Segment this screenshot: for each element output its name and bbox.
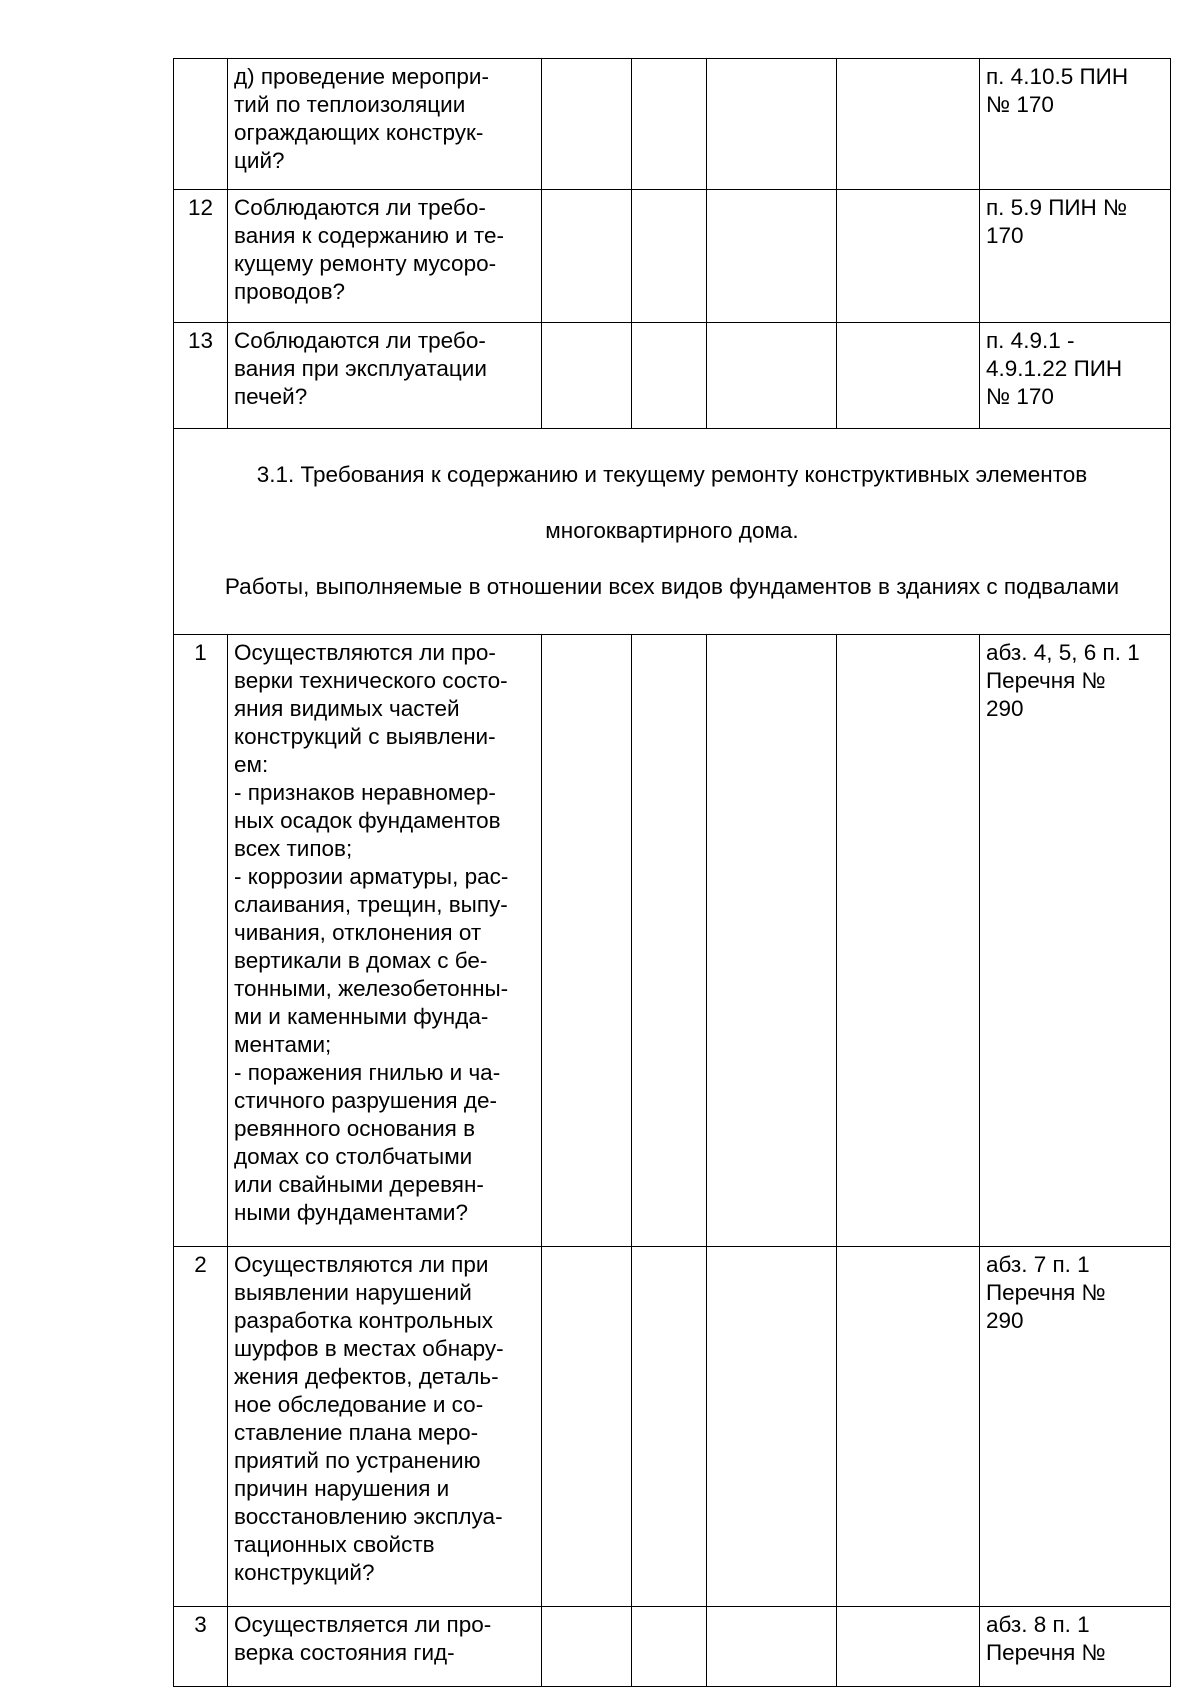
table-row [174,323,1171,429]
answer-yes-cell [542,190,632,323]
table-row [174,190,1171,323]
section-title-line-1: 3.1. Требования к содержанию и текущему ремонту конструктивных элементов [256,462,1088,487]
note-cell [837,1607,980,1687]
note-cell [837,1247,980,1607]
answer-na-cell [707,635,837,1247]
answer-na-cell [707,1247,837,1607]
note-cell [837,635,980,1247]
row-number: 2 [174,1247,228,1607]
answer-yes-cell [542,323,632,429]
answer-no-cell [632,190,707,323]
answer-na-cell [707,323,837,429]
table-row [174,1247,1171,1607]
checklist-table [173,58,1171,1687]
table-row [174,1607,1171,1687]
answer-na-cell [707,1607,837,1687]
table-row [174,59,1171,190]
answer-no-cell [632,1247,707,1607]
answer-na-cell [707,59,837,190]
section-header [174,429,1171,635]
row-number: 3 [174,1607,228,1687]
legal-reference: абз. 8 п. 1 Перечня № [980,1607,1171,1687]
answer-no-cell [632,1607,707,1687]
answer-no-cell [632,59,707,190]
legal-reference: абз. 7 п. 1 Перечня № 290 [980,1247,1171,1607]
question-text: д) проведение меропри- тий по теплоизоляции ограждающих конструк- ций? [228,59,542,190]
note-cell [837,323,980,429]
section-title-line-2: многоквартирного дома. [545,518,799,543]
section-header-row [174,429,1171,635]
answer-no-cell [632,323,707,429]
answer-yes-cell [542,1607,632,1687]
note-cell [837,59,980,190]
question-text: Осуществляются ли при выявлении нарушений разработка контрольных шурфов в местах обнару- жения дефектов, деталь- ное обследование и со- ставление плана меро- приятий по устранению причин нарушения и восстановлению эксплуа- тационных свойств конструкций? [228,1247,542,1607]
question-text: Соблюдаются ли требо- вания к содержанию и те- кущему ремонту мусоро- проводов? [228,190,542,323]
question-text: Осуществляются ли про- верки технического состо- яния видимых частей конструкций с выявлени- ем: - признаков неравномер- ных осадок фундаментов всех типов; - коррозии арматуры, рас- слаивания, трещин, выпу- чивания, отклонения от вертикали в домах с бе- тонными, железобетонны- ми и каменными фунда- ментами; - поражения гнилью и ча- стичного разрушения де- ревянного основания в домах со столбчатыми или свайными деревян- ными фундаментами? [228,635,542,1247]
question-text: Соблюдаются ли требо- вания при эксплуатации печей? [228,323,542,429]
row-number: 1 [174,635,228,1247]
row-number: 13 [174,323,228,429]
note-cell [837,190,980,323]
answer-na-cell [707,190,837,323]
answer-yes-cell [542,59,632,190]
table-row [174,635,1171,1247]
legal-reference: абз. 4, 5, 6 п. 1 Перечня № 290 [980,635,1171,1247]
answer-yes-cell [542,635,632,1247]
answer-yes-cell [542,1247,632,1607]
legal-reference: п. 5.9 ПИН № 170 [980,190,1171,323]
section-subtitle: Работы, выполняемые в отношении всех видов фундаментов в зданиях с подвалами [224,574,1120,599]
legal-reference: п. 4.10.5 ПИН № 170 [980,59,1171,190]
row-number: 12 [174,190,228,323]
legal-reference: п. 4.9.1 - 4.9.1.22 ПИН № 170 [980,323,1171,429]
row-number [174,59,228,190]
answer-no-cell [632,635,707,1247]
question-text: Осуществляется ли про- верка состояния гид- [228,1607,542,1687]
